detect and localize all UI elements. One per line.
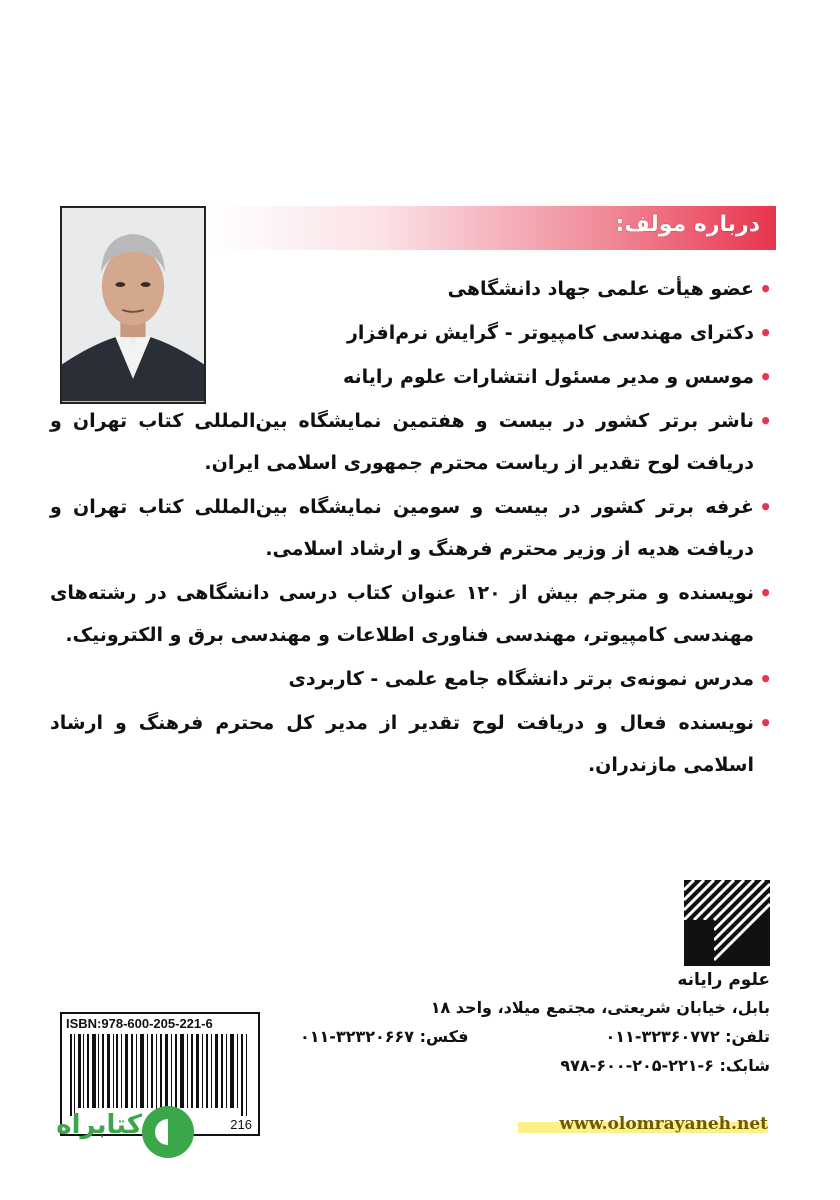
publisher-isbn-fa: شابک: ۶-۲۲۱-۲۰۵-۶۰۰-۹۷۸ <box>560 1056 770 1075</box>
ketabrah-logo-icon <box>140 1104 196 1160</box>
publisher-phone: تلفن: ۳۲۳۶۰۷۷۲-۰۱۱ <box>605 1027 770 1046</box>
bio-item: • مدرس نمونه‌ی برتر دانشگاه جامع علمی - کاربردی <box>50 658 772 700</box>
bullet-icon: • <box>759 711 772 735</box>
bio-item: • عضو هیأت علمی جهاد دانشگاهی <box>50 268 772 310</box>
bullet-icon: • <box>759 409 772 433</box>
barcode-digits: 216 <box>230 1117 252 1132</box>
about-author-header <box>210 206 776 250</box>
publisher-fax: فکس: ۳۲۳۲۰۶۶۷-۰۱۱ <box>300 1027 469 1046</box>
ketabrah-text: کتابراه <box>56 1110 142 1140</box>
publisher-info <box>300 970 770 1085</box>
bio-item: • ناشر برتر کشور در بیست و هفتمین نمایشگاه بین‌المللی کتاب تهران و دریافت لوح تقدیر از ریاست محترم جمهوری اسلامی ایران. <box>50 400 772 484</box>
publisher-logo-icon <box>684 880 770 966</box>
author-bio-list <box>50 268 772 788</box>
bio-item: • نویسنده فعال و دریافت لوح تقدیر از مدیر کل محترم فرهنگ و ارشاد اسلامی مازندران. <box>50 702 772 786</box>
bullet-icon: • <box>759 667 772 691</box>
bullet-icon: • <box>759 581 772 605</box>
bio-item: • دکترای مهندسی کامپیوتر - گرایش نرم‌افزار <box>50 312 772 354</box>
bullet-icon: • <box>759 365 772 389</box>
bullet-icon: • <box>759 277 772 301</box>
bullet-icon: • <box>759 321 772 345</box>
bio-item: • نویسنده و مترجم بیش از ۱۲۰ عنوان کتاب درسی دانشگاهی در رشته‌های مهندسی کامپیوتر، مهندسی فناوری اطلاعات و مهندسی برق و الکترونیک. <box>50 572 772 656</box>
bullet-icon: • <box>759 495 772 519</box>
about-author-title: درباره مولف: <box>615 212 760 237</box>
isbn-label: ISBN:978-600-205-221-6 <box>66 1016 213 1031</box>
ketabrah-watermark <box>46 1104 196 1160</box>
publisher-name: علوم رایانه <box>677 970 770 990</box>
publisher-address: بابل، خیابان شریعتی، مجتمع میلاد، واحد ۱۸ <box>430 998 770 1017</box>
bio-item: • موسس و مدیر مسئول انتشارات علوم رایانه <box>50 356 772 398</box>
publisher-website-link[interactable]: www.olomrayaneh.net <box>518 1114 768 1134</box>
contact-row <box>300 1027 770 1046</box>
bio-item: • غرفه برتر کشور در بیست و سومین نمایشگاه بین‌المللی کتاب تهران و دریافت هدیه از وزیر محترم فرهنگ و ارشاد اسلامی. <box>50 486 772 570</box>
